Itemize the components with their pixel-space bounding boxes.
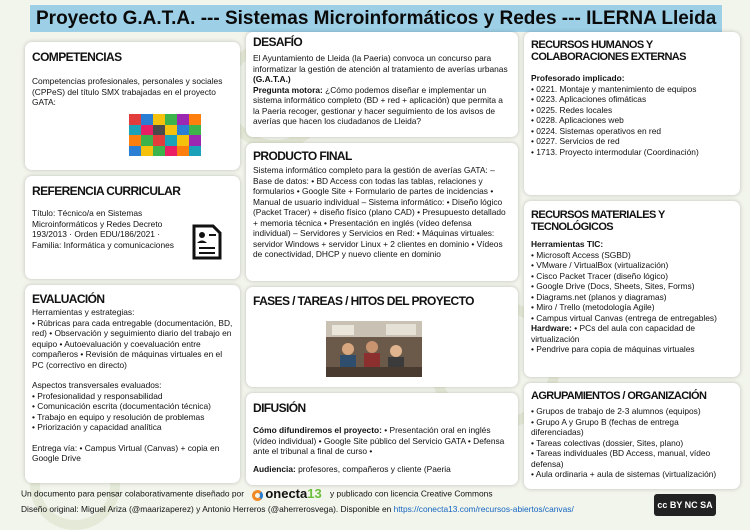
hardware-text xyxy=(531,323,733,344)
recursos-materiales-card xyxy=(524,201,740,377)
list-item: • 1713. Proyecto intermodular (Coordinación) xyxy=(531,147,733,158)
difusion-how-text: • Presentación oral en inglés (vídeo individual) • Google Site público del Servicio GATA • Defensa ante el tribunal a final de curso • xyxy=(253,425,505,456)
fases-heading: FASES / TAREAS / HITOS DEL PROYECTO xyxy=(253,294,474,308)
list-item: • Aula ordinaria + aula de sistemas (virtualización) xyxy=(531,469,733,480)
footer-credit-text: Un documento para pensar colaborativamente diseñado por xyxy=(21,488,245,499)
difusion-card xyxy=(246,393,518,485)
referencia-heading: REFERENCIA CURRICULAR xyxy=(32,184,181,198)
referencia-card xyxy=(25,176,240,279)
profesorado-list xyxy=(531,84,733,158)
desafio-text xyxy=(253,53,511,127)
list-item: • Grupo A y Grupo B (fechas de entrega diferenciadas) xyxy=(531,417,733,438)
desafio-question-label: Pregunta motora: xyxy=(253,84,323,95)
list-item: • 0224. Sistemas operativos en red xyxy=(531,126,733,137)
list-item: • Profesionalidad y responsabilidad xyxy=(32,391,233,402)
evaluacion-heading: EVALUACIÓN xyxy=(32,292,105,306)
classroom-photo xyxy=(326,321,422,377)
producto-card xyxy=(246,143,518,281)
recursos-materiales-heading: RECURSOS MATERIALES Y TECNOLÓGICOS xyxy=(531,209,665,233)
list-item: • Diagrams.net (planos y diagramas) xyxy=(531,292,733,303)
recursos-humanos-card xyxy=(524,32,740,195)
hardware-label: Hardware: xyxy=(531,323,572,333)
footer-line-1 xyxy=(21,488,493,501)
list-item: • 0221. Montaje y mantenimiento de equipos xyxy=(531,84,733,95)
herramientas-tic-sub xyxy=(531,239,733,250)
agrupamientos-list xyxy=(531,406,733,480)
recursos-humanos-heading: RECURSOS HUMANOS Y COLABORACIONES EXTERNAS xyxy=(531,39,686,63)
agrupamientos-heading: AGRUPAMIENTOS / ORGANIZACIÓN xyxy=(531,390,707,402)
desafio-heading: DESAFÍO xyxy=(253,35,303,49)
list-item: • Priorización y capacidad analítica xyxy=(32,422,233,433)
evaluacion-tools-text: • Rúbricas para cada entregable (documentación, BD, red) • Observación y seguimiento diario del trabajo en equipo • Autoevaluación y coevaluación entre compañeros • Revisión de máquinas virtuales en el PC (correctivo en directo) xyxy=(32,317,233,370)
canvas-link[interactable]: https://conecta13.com/recursos-abiertos/canvas/ xyxy=(393,504,574,514)
desafio-intro: El Ayuntamiento de Lleida (la Paeria) convoca un concurso para informatizar la gestión de atención al tratamiento de averías urbanas xyxy=(253,53,508,74)
hardware-desc: • PCs del aula con capacidad de virtualización xyxy=(531,323,696,344)
page-title: Proyecto G.A.T.A. --- Sistemas Microinformáticos y Redes --- ILERNA Lleida xyxy=(30,5,722,32)
herramientas-tic-label: Herramientas TIC: xyxy=(531,239,604,249)
document-icon xyxy=(191,224,223,260)
desafio-card xyxy=(246,32,518,137)
difusion-how-label: Cómo difundiremos el proyecto: xyxy=(253,425,382,435)
competencias-card xyxy=(25,42,240,170)
recursos-humanos-sub-label: Profesorado implicado: xyxy=(531,73,625,83)
competencias-text: Competencias profesionales, personales y sociales (CPPeS) del título SMX trabajadas en el proyecto GATA: xyxy=(32,76,223,107)
creative-commons-badge: cc BY NC SA xyxy=(654,494,716,516)
list-item: • Cisco Packet Tracer (diseño lógico) xyxy=(531,271,733,282)
list-item: • Tareas individuales (BD Access, manual, vídeo defensa) xyxy=(531,448,733,469)
list-item: • Trabajo en equipo y resolución de problemas xyxy=(32,412,233,423)
evaluacion-body xyxy=(32,307,233,464)
difusion-text xyxy=(253,425,511,457)
logo-number: 13 xyxy=(307,486,322,501)
list-item: • 0228. Aplicaciones web xyxy=(531,115,733,126)
footer-authors: Diseño original: Miguel Ariza (@maarizaperez) y Antonio Herreros (@aherrerosvega). Disponible en xyxy=(21,504,392,514)
herramientas-list xyxy=(531,250,733,324)
difusion-heading: DIFUSIÓN xyxy=(253,401,306,415)
list-item: • VMware / VirtualBox (virtualización) xyxy=(531,260,733,271)
difusion-audience xyxy=(253,464,511,475)
producto-heading: PRODUCTO FINAL xyxy=(253,149,352,163)
list-item: • 0223. Aplicaciones ofimáticas xyxy=(531,94,733,105)
evaluacion-entrega: Entrega vía: • Campus Virtual (Canvas) + copia en Google Drive xyxy=(32,442,220,463)
hardware-list xyxy=(531,344,733,355)
evaluacion-tools-label: Herramientas y estrategias: xyxy=(32,307,135,317)
evaluacion-aspects-label: Aspectos transversales evaluados: xyxy=(32,380,162,390)
producto-text: Sistema informático completo para la gestión de averías GATA: – Base de datos: • BD Access con todas las tablas, relaciones y formularios • Google Site + Formulario de partes de incidencias • Manual de usuario individual – Sistema informático: • Diseño lógico (Packet Tracer) + diseño físico (plano CAD) • Presupuesto detallado + memoria técnica • Presentación en inglés (vídeo defensa individual) – Servidores y Servicios en Red: • Máquinas virtuales: servidor Windows + servidor Linux + 2 clientes en dominio • Vídeos de conectividad, DHCP y nuevo cliente en dominio xyxy=(253,165,506,259)
conecta-ring-icon xyxy=(252,490,263,501)
difusion-audience-text: profesores, compañeros y cliente (Paeria xyxy=(295,463,451,474)
list-item: • Tareas colectivas (dossier, Sites, plano) xyxy=(531,438,733,449)
list-item: • Comunicación escrita (documentación técnica) xyxy=(32,401,233,412)
evaluacion-aspects-list xyxy=(32,391,233,433)
list-item: • Pendrive para copia de máquinas virtuales xyxy=(531,344,733,355)
referencia-text: Título: Técnico/a en Sistemas Microinformáticos y Redes Decreto 193/2013 · Orden EDU/186/2021 · Familia: Informática y comunicaciones xyxy=(32,208,174,250)
competencias-heading: COMPETENCIAS xyxy=(32,50,122,64)
desafio-acronym: (G.A.T.A.) xyxy=(253,74,291,84)
list-item: • 0227. Servicios de red xyxy=(531,136,733,147)
list-item: • Google Drive (Docs, Sheets, Sites, Forms) xyxy=(531,281,733,292)
footer-license-text: y publicado con licencia Creative Commons xyxy=(330,488,493,499)
list-item: • Miro / Trello (metodología Agile) xyxy=(531,302,733,313)
competencias-image xyxy=(129,114,201,156)
desafio-question: ¿Cómo podemos diseñar e implementar un sistema informático completo (BD + red + aplicación) que permita a la Paeria recoger, gestionar y hacer seguimiento de los avisos de averías que hacen los ciudadanos de Lleida? xyxy=(253,84,503,126)
difusion-audience-label: Audiencia: xyxy=(253,463,296,474)
list-item: • 0225. Redes locales xyxy=(531,105,733,116)
footer-line-2 xyxy=(21,504,574,515)
list-item: • Campus virtual Canvas (entrega de entregables) xyxy=(531,313,733,324)
conecta13-logo xyxy=(252,488,321,501)
evaluacion-card xyxy=(25,285,240,483)
logo-text: onecta xyxy=(265,486,308,501)
agrupamientos-card xyxy=(524,383,740,489)
list-item: • Microsoft Access (SGBD) xyxy=(531,250,733,261)
recursos-humanos-sub xyxy=(531,73,733,84)
fases-card xyxy=(246,287,518,387)
list-item: • Grupos de trabajo de 2-3 alumnos (equipos) xyxy=(531,406,733,417)
